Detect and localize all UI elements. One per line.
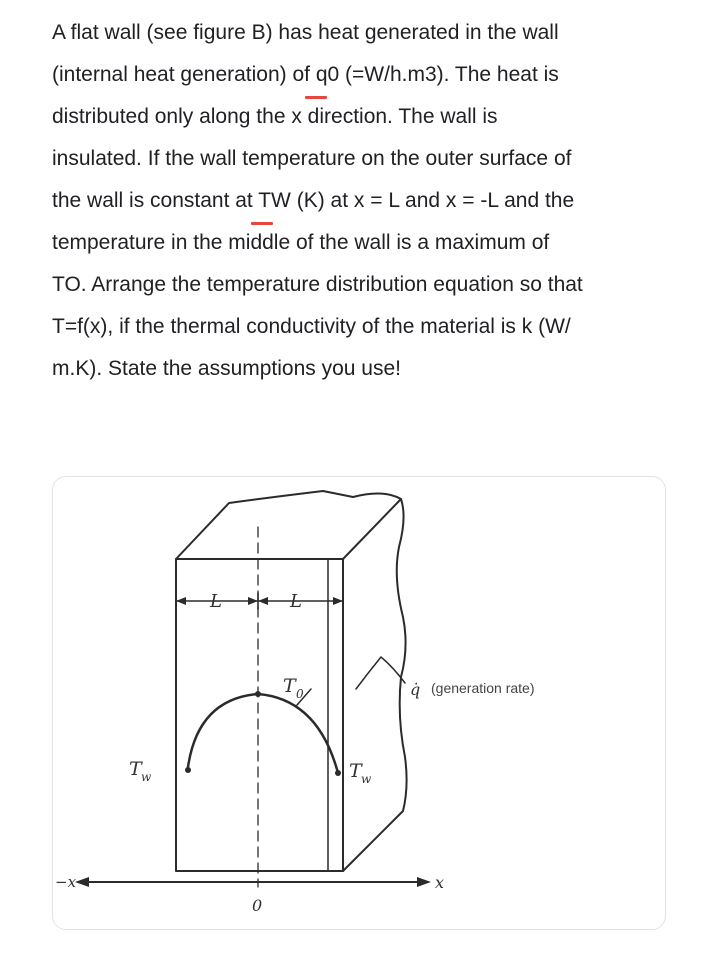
question-line-part: dd <box>250 231 274 254</box>
label-tw-left: T <box>129 758 142 780</box>
label-t0-sub: 0 <box>296 687 304 701</box>
question-line: the wall is constant at TW (K) at x = L and x = -L and the <box>52 189 575 212</box>
label-neg-x: −x <box>55 873 77 891</box>
label-tw-right: T <box>349 760 362 782</box>
q-pointer <box>356 657 405 689</box>
question-line: insulated. If the wall temperature on the outer surface of <box>52 147 572 170</box>
label-q: q̇ <box>410 680 421 699</box>
question-line: TO. Arrange the temperature distribution equation so that <box>52 273 583 296</box>
label-x: x <box>435 873 445 892</box>
wall-top-face <box>176 491 401 559</box>
question-line-part: distributed only along the x <box>52 105 308 128</box>
label-tw-left-sub: w <box>141 770 152 784</box>
wall-diagram <box>53 477 666 930</box>
question-line: (internal heat generation) of q0 (=W/h.m3). The heat is <box>52 63 559 86</box>
wall-front-face <box>176 559 343 871</box>
question-line: m.K). State the assumptions you use! <box>52 357 402 380</box>
highlight-mark <box>250 222 273 264</box>
question-line <box>52 96 692 138</box>
figure-b <box>52 476 666 930</box>
label-zero: 0 <box>252 896 263 915</box>
question-line-part: temperature in the mi <box>52 231 251 254</box>
label-l-left: L <box>210 591 222 612</box>
question-line: T=f(x), if the thermal conductivity of the material is k (W/ <box>52 315 571 338</box>
question-line: A flat wall (see figure B) has heat generated in the wall <box>52 21 559 44</box>
label-tw-right-sub: w <box>361 772 372 786</box>
question-line <box>52 222 692 264</box>
highlight-mark <box>308 96 324 138</box>
question-line-part: le of the wall is a maximum of <box>273 231 550 254</box>
wall-side-face <box>343 499 407 871</box>
t0-point <box>255 691 261 697</box>
tw-right-point <box>335 770 341 776</box>
question-line-part: di <box>307 105 325 128</box>
question-line-part: rection. The wall is <box>324 105 498 128</box>
label-l-right: L <box>290 591 302 612</box>
question-text <box>52 12 692 390</box>
label-generation-rate: (generation rate) <box>431 680 535 696</box>
tw-left-point <box>185 767 191 773</box>
label-t0: T <box>283 675 296 697</box>
temperature-profile <box>188 694 338 773</box>
